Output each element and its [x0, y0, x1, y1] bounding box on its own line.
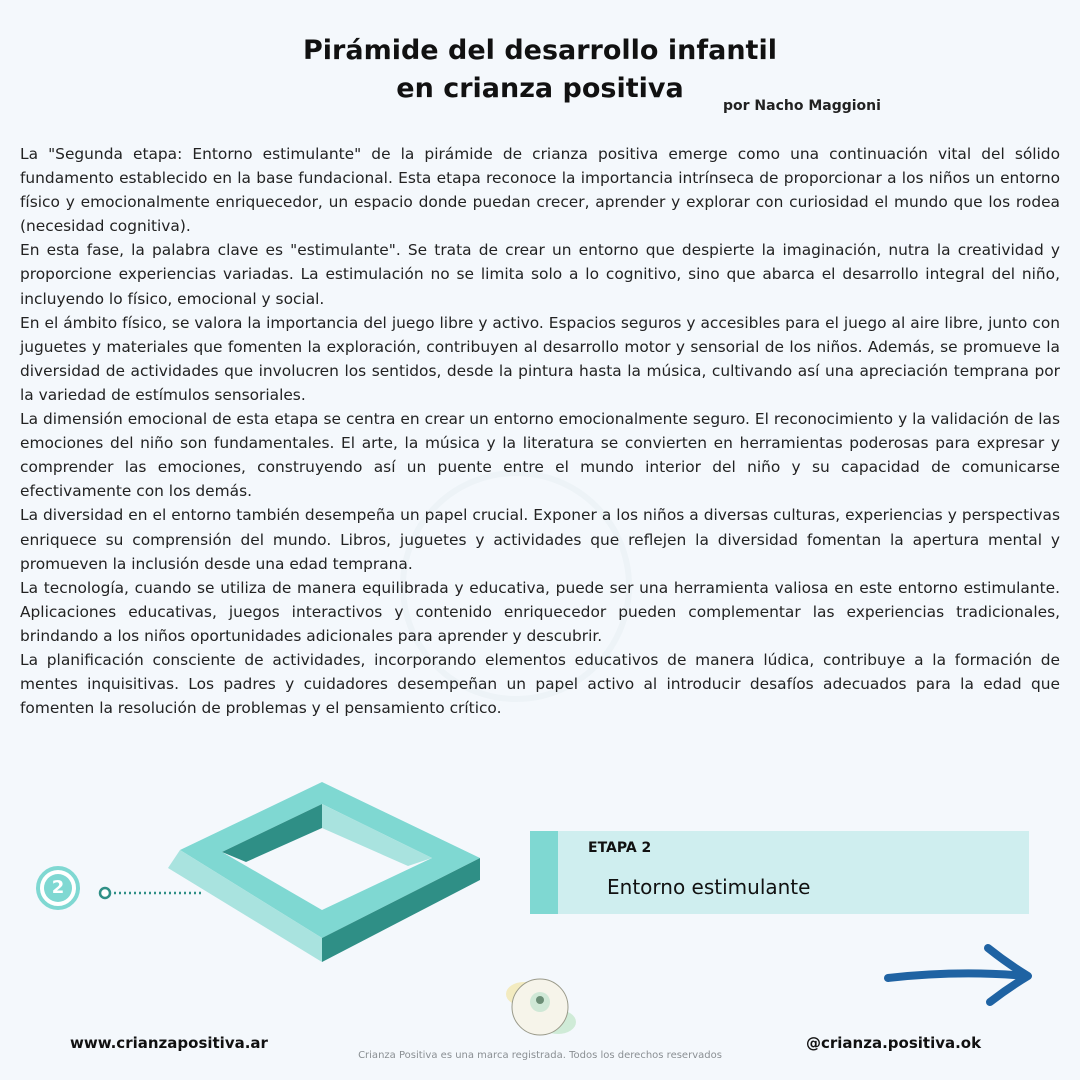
title-line-1: Pirámide del desarrollo infantil — [303, 35, 777, 66]
pyramid-level-icon — [150, 770, 490, 980]
brand-logo — [498, 972, 582, 1042]
banner-accent-bar — [530, 831, 558, 914]
article-body — [20, 142, 1060, 720]
social-handle[interactable]: @crianza.positiva.ok — [806, 1034, 982, 1052]
paragraph: En el ámbito físico, se valora la importancia del juego libre y activo. Espacios seguros y accesibles para el juego al aire libre, junto con juguetes y materiales que fomenten la exploración, contribuyen al desarrollo motor y sensorial de los niños. Además, se promueve la diversidad de actividades que involucren los sentidos, desde la pintura hasta la música, cultivando así una apreciación temprana por la variedad de estímulos sensoriales. — [20, 313, 1060, 404]
stage-number: 2 — [44, 874, 72, 902]
paragraph: La dimensión emocional de esta etapa se centra en crear un entorno emocionalmente seguro. El reconocimiento y la validación de las emociones del niño son fundamentales. El arte, la música y la literatura se convierten en herramientas poderosas para expresar y comprender las emociones, construyendo así un puente entre el mundo interior del niño y su capacidad de comunicarse efectivamente con los demás. — [20, 410, 1060, 501]
paragraph: En esta fase, la palabra clave es "estimulante". Se trata de crear un entorno que despierte la imaginación, nutra la creatividad y proporcione experiencias variadas. La estimulación no se limita solo a lo cognitivo, sino que abarca el desarrollo integral del niño, incluyendo lo físico, emocional y social. — [20, 241, 1060, 308]
title-line-2: en crianza positiva — [396, 73, 684, 104]
stage-name: Entorno estimulante — [607, 875, 811, 899]
arrow-right-icon[interactable] — [880, 940, 1040, 1012]
paragraph: La tecnología, cuando se utiliza de manera equilibrada y educativa, puede ser una herramienta valiosa en este entorno estimulante. Aplicaciones educativas, juegos interactivos y contenido enriquecedor pueden complementar las experiencias tradicionales, brindando a los niños oportunidades adicionales para aprender y descubrir. — [20, 578, 1060, 645]
paragraph: La "Segunda etapa: Entorno estimulante" de la pirámide de crianza positiva emerge como una continuación vital del sólido fundamento establecido en la base fundacional. Esta etapa reconoce la importancia intrínseca de proporcionar a los niños un entorno físico y emocionalmente enriquecedor, un espacio donde puedan crecer, aprender y explorar con curiosidad el mundo que los rodea (necesidad cognitiva). — [20, 145, 1060, 236]
page-title — [0, 32, 1080, 108]
stage-number-badge — [36, 866, 80, 910]
paragraph: La planificación consciente de actividades, incorporando elementos educativos de manera lúdica, contribuye a la formación de mentes inquisitivas. Los padres y cuidadores desempeñan un papel activo al introducir desafíos adecuados para la edad que fomenten la resolución de problemas y el pensamiento crítico. — [20, 650, 1060, 718]
paragraph: La diversidad en el entorno también desempeña un papel crucial. Exponer a los niños a diversas culturas, experiencias y perspectivas enriquece su comprensión del mundo. Libros, juguetes y actividades que reflejen la diversidad fomentan la apertura mental y promueven la inclusión desde una edad temprana. — [20, 506, 1060, 573]
copyright-notice: Crianza Positiva es una marca registrada. Todos los derechos reservados — [358, 1050, 722, 1061]
stage-label: ETAPA 2 — [588, 840, 652, 856]
author-credit: por Nacho Maggioni — [723, 98, 881, 114]
website-link[interactable]: www.crianzapositiva.ar — [70, 1034, 268, 1052]
stage-banner — [530, 831, 1029, 914]
